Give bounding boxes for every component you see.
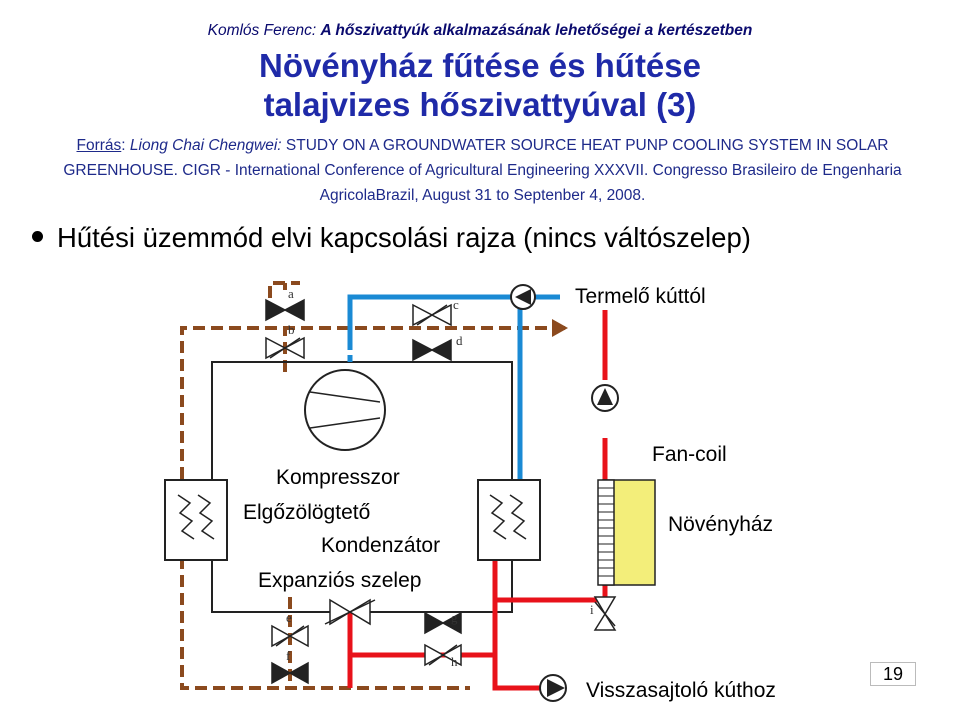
label-visszasajtolo: Visszasajtoló kúthoz: [586, 679, 776, 702]
label-elgozologteto: Elgőzölögtető: [243, 501, 371, 524]
brown-flow-arrow-icon: [552, 319, 568, 337]
source-authors: Liong Chai Chengwei:: [129, 137, 282, 154]
valve-letter-i: i: [590, 602, 594, 617]
valve-letter-h: h: [451, 654, 458, 669]
valve-letter-a: a: [288, 286, 294, 301]
valve-c-icon: [413, 305, 451, 325]
source-colon: :: [121, 137, 130, 154]
compressor-symbol: [305, 370, 385, 450]
evaporator-exchanger: [165, 480, 227, 560]
header-author: Komlós Ferenc:: [207, 22, 317, 39]
pump-bottom-icon: [540, 675, 566, 701]
label-kondenzator: Kondenzátor: [321, 534, 441, 557]
label-termelo: Termelő kúttól: [575, 285, 706, 308]
source-text: STUDY ON A GROUNDWATER SOURCE HEAT PUNP COOLING SYSTEM IN SOLAR GREENHOUSE. CIGR - International Conference of Agricultural Engineering XXXVII. Congresso Brasileiro de Engenharia AgricolaBrazil, August 31 to Septenber 4, 2008.: [63, 137, 902, 204]
valve-i-icon: [595, 597, 615, 630]
valve-letter-c: c: [453, 297, 459, 312]
label-expanzios: Expanziós szelep: [258, 569, 422, 592]
label-novenyhaz: Növényház: [668, 513, 774, 536]
valve-letter-g: g: [451, 610, 458, 625]
pump-top-icon: [511, 285, 535, 309]
fan-coil-unit: [598, 480, 655, 585]
label-kompresszor: Kompresszor: [276, 466, 400, 489]
title-line-2: talajvizes hőszivattyúval (3): [263, 86, 697, 123]
valve-a-icon: [266, 300, 304, 320]
bullet-text: Hűtési üzemmód elvi kapcsolási rajza (nincs váltószelep): [57, 222, 751, 253]
valve-letter-b: b: [288, 322, 295, 337]
valve-b-icon: [266, 338, 304, 358]
valve-letter-f: f: [286, 648, 291, 663]
valve-d-icon: [413, 340, 451, 360]
pump-right-icon: [592, 385, 618, 411]
blue-pipe: [350, 297, 560, 480]
page-number: 19: [870, 662, 916, 686]
label-fancoil: Fan-coil: [652, 443, 727, 466]
condenser-exchanger: [478, 480, 540, 560]
source-label: Forrás: [76, 137, 122, 154]
header-subtitle: A hőszivattyúk alkalmazásának lehetőségei a kertészetben: [320, 22, 753, 39]
valve-letter-d: d: [456, 333, 463, 348]
valve-letter-e: e: [286, 610, 292, 625]
title-line-1: Növényház fűtése és hűtése: [259, 47, 701, 84]
